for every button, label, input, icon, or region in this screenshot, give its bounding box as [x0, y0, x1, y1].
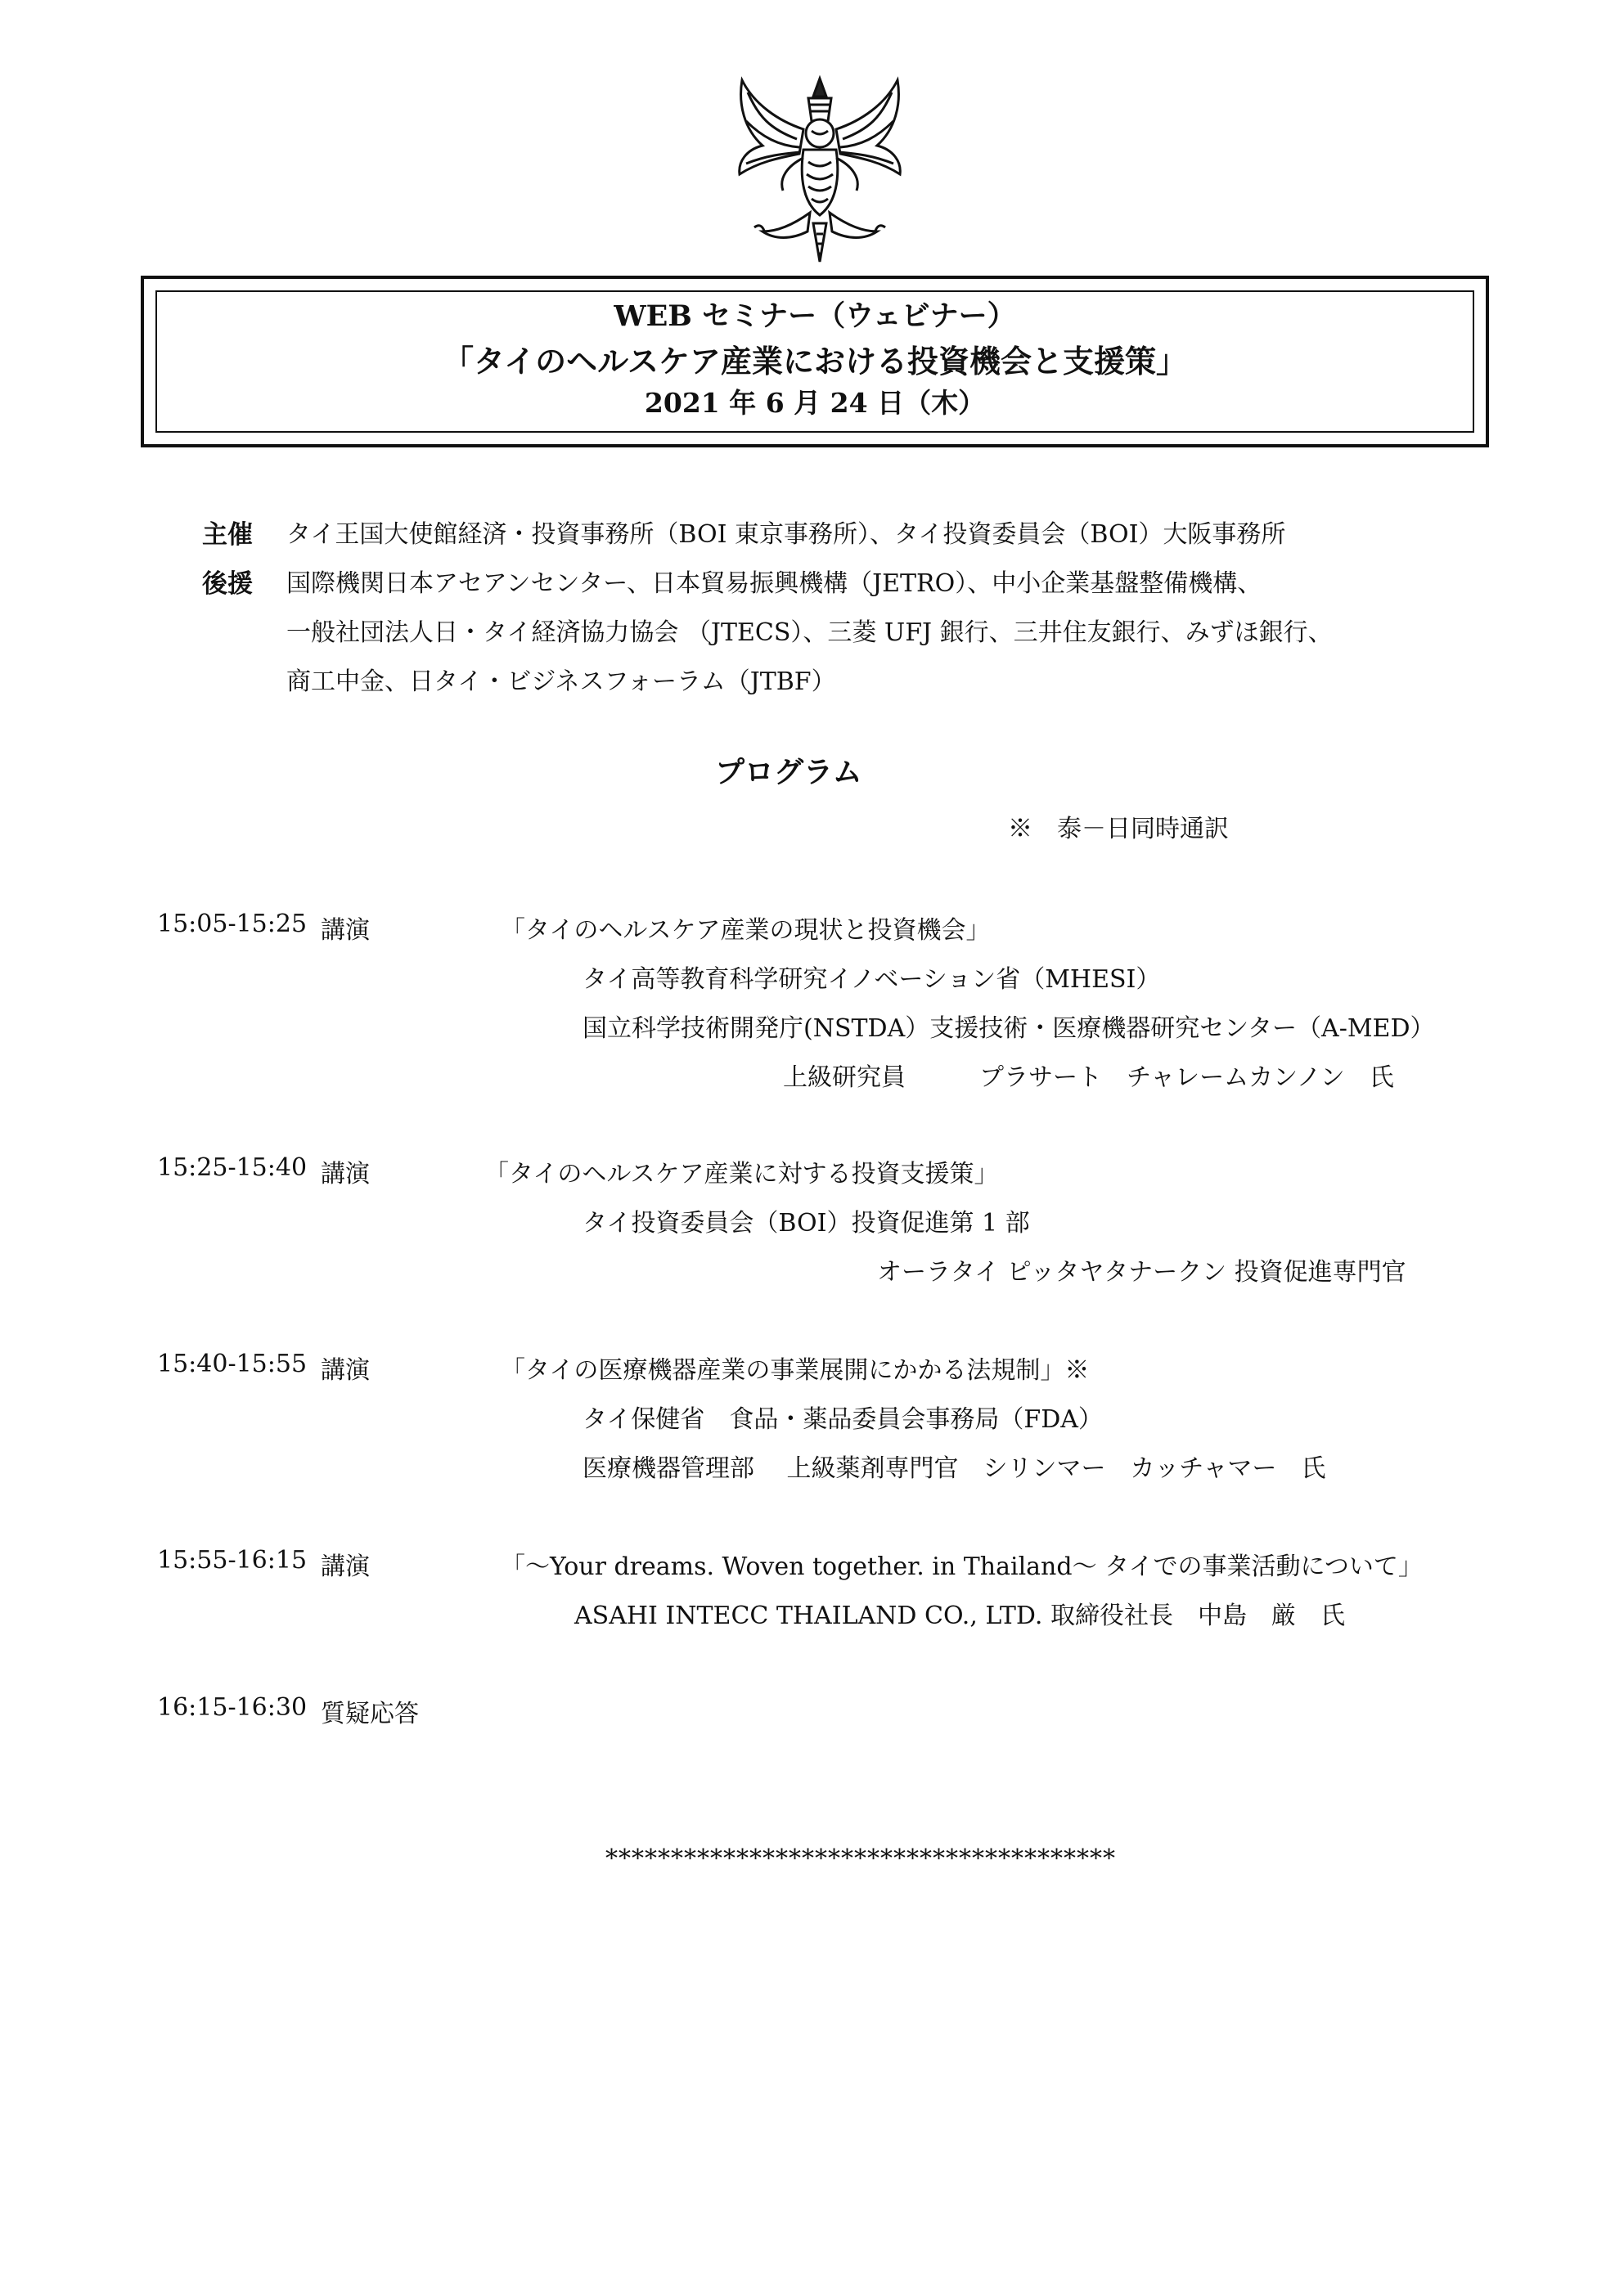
session-5-kind: 質疑応答 [321, 1700, 419, 1728]
program-heading: プログラム [715, 755, 862, 789]
closing-divider: *************************************** [605, 1844, 1116, 1873]
session-1-speaker: 上級研究員 プラサート チャレームカンノン 氏 [783, 1063, 1394, 1092]
seminar-title: WEB セミナー（ウェビナー） [614, 299, 1016, 333]
session-5-time: 16:15-16:30 [157, 1693, 308, 1722]
session-4-speaker: ASAHI INTECC THAILAND CO., LTD. 取締役社長 中島 厳 氏 [574, 1602, 1345, 1630]
support-line-1: 国際機関日本アセアンセンター、日本貿易振興機構（JETRO）、中小企業基盤整備機構、 [286, 569, 1262, 598]
garuda-emblem-icon [722, 72, 918, 268]
support-line-2: 一般社団法人日・タイ経済協力協会 （JTECS）、三菱 UFJ 銀行、三井住友銀行、みずほ銀行、 [286, 618, 1333, 647]
session-1-title: 「タイのヘルスケア産業の現状と投資機会」 [501, 916, 991, 945]
session-3-kind: 講演 [321, 1356, 370, 1385]
support-label: 後援 [202, 569, 253, 599]
session-2-speaker: オーラタイ ピッタヤタナークン 投資促進専門官 [877, 1258, 1406, 1287]
session-2-time: 15:25-15:40 [157, 1153, 308, 1182]
session-3-title: 「タイの医療機器産業の事業展開にかかる法規制」※ [501, 1356, 1090, 1385]
seminar-date: 2021 年 6 月 24 日（木） [644, 387, 986, 419]
session-1-kind: 講演 [321, 916, 370, 945]
session-2-line-1: タイ投資委員会（BOI）投資促進第 1 部 [583, 1209, 1030, 1238]
session-1-line-1: タイ高等教育科学研究イノベーション省（MHESI） [583, 965, 1161, 994]
session-3-time: 15:40-15:55 [157, 1350, 308, 1378]
session-1-line-2: 国立科学技術開発庁(NSTDA）支援技術・医療機器研究センター（A-MED） [583, 1014, 1435, 1043]
session-4-time: 15:55-16:15 [157, 1546, 308, 1575]
seminar-subtitle: 「タイのヘルスケア産業における投資機会と支援策」 [442, 343, 1188, 380]
session-4-kind: 講演 [321, 1552, 370, 1581]
session-4-title: 「～Your dreams. Woven together. in Thailand～ タイでの事業活動について」 [501, 1552, 1423, 1581]
session-1-time: 15:05-15:25 [157, 910, 308, 938]
session-3-line-1: タイ保健省 食品・薬品委員会事務局（FDA） [583, 1405, 1103, 1434]
support-line-3: 商工中金、日タイ・ビジネスフォーラム（JTBF） [286, 667, 836, 696]
session-2-kind: 講演 [321, 1160, 370, 1188]
interpretation-note: ※ 泰－日同時通訳 [1008, 815, 1229, 843]
session-3-speaker: 医療機器管理部 上級薬剤専門官 シリンマー カッチャマー 氏 [583, 1454, 1326, 1483]
host-label: 主催 [202, 520, 253, 550]
title-box [141, 276, 1489, 447]
session-2-title: 「タイのヘルスケア産業に対する投資支援策」 [484, 1160, 999, 1188]
host-text: タイ王国大使館経済・投資事務所（BOI 東京事務所）、タイ投資委員会（BOI）大阪事務所 [286, 520, 1286, 549]
